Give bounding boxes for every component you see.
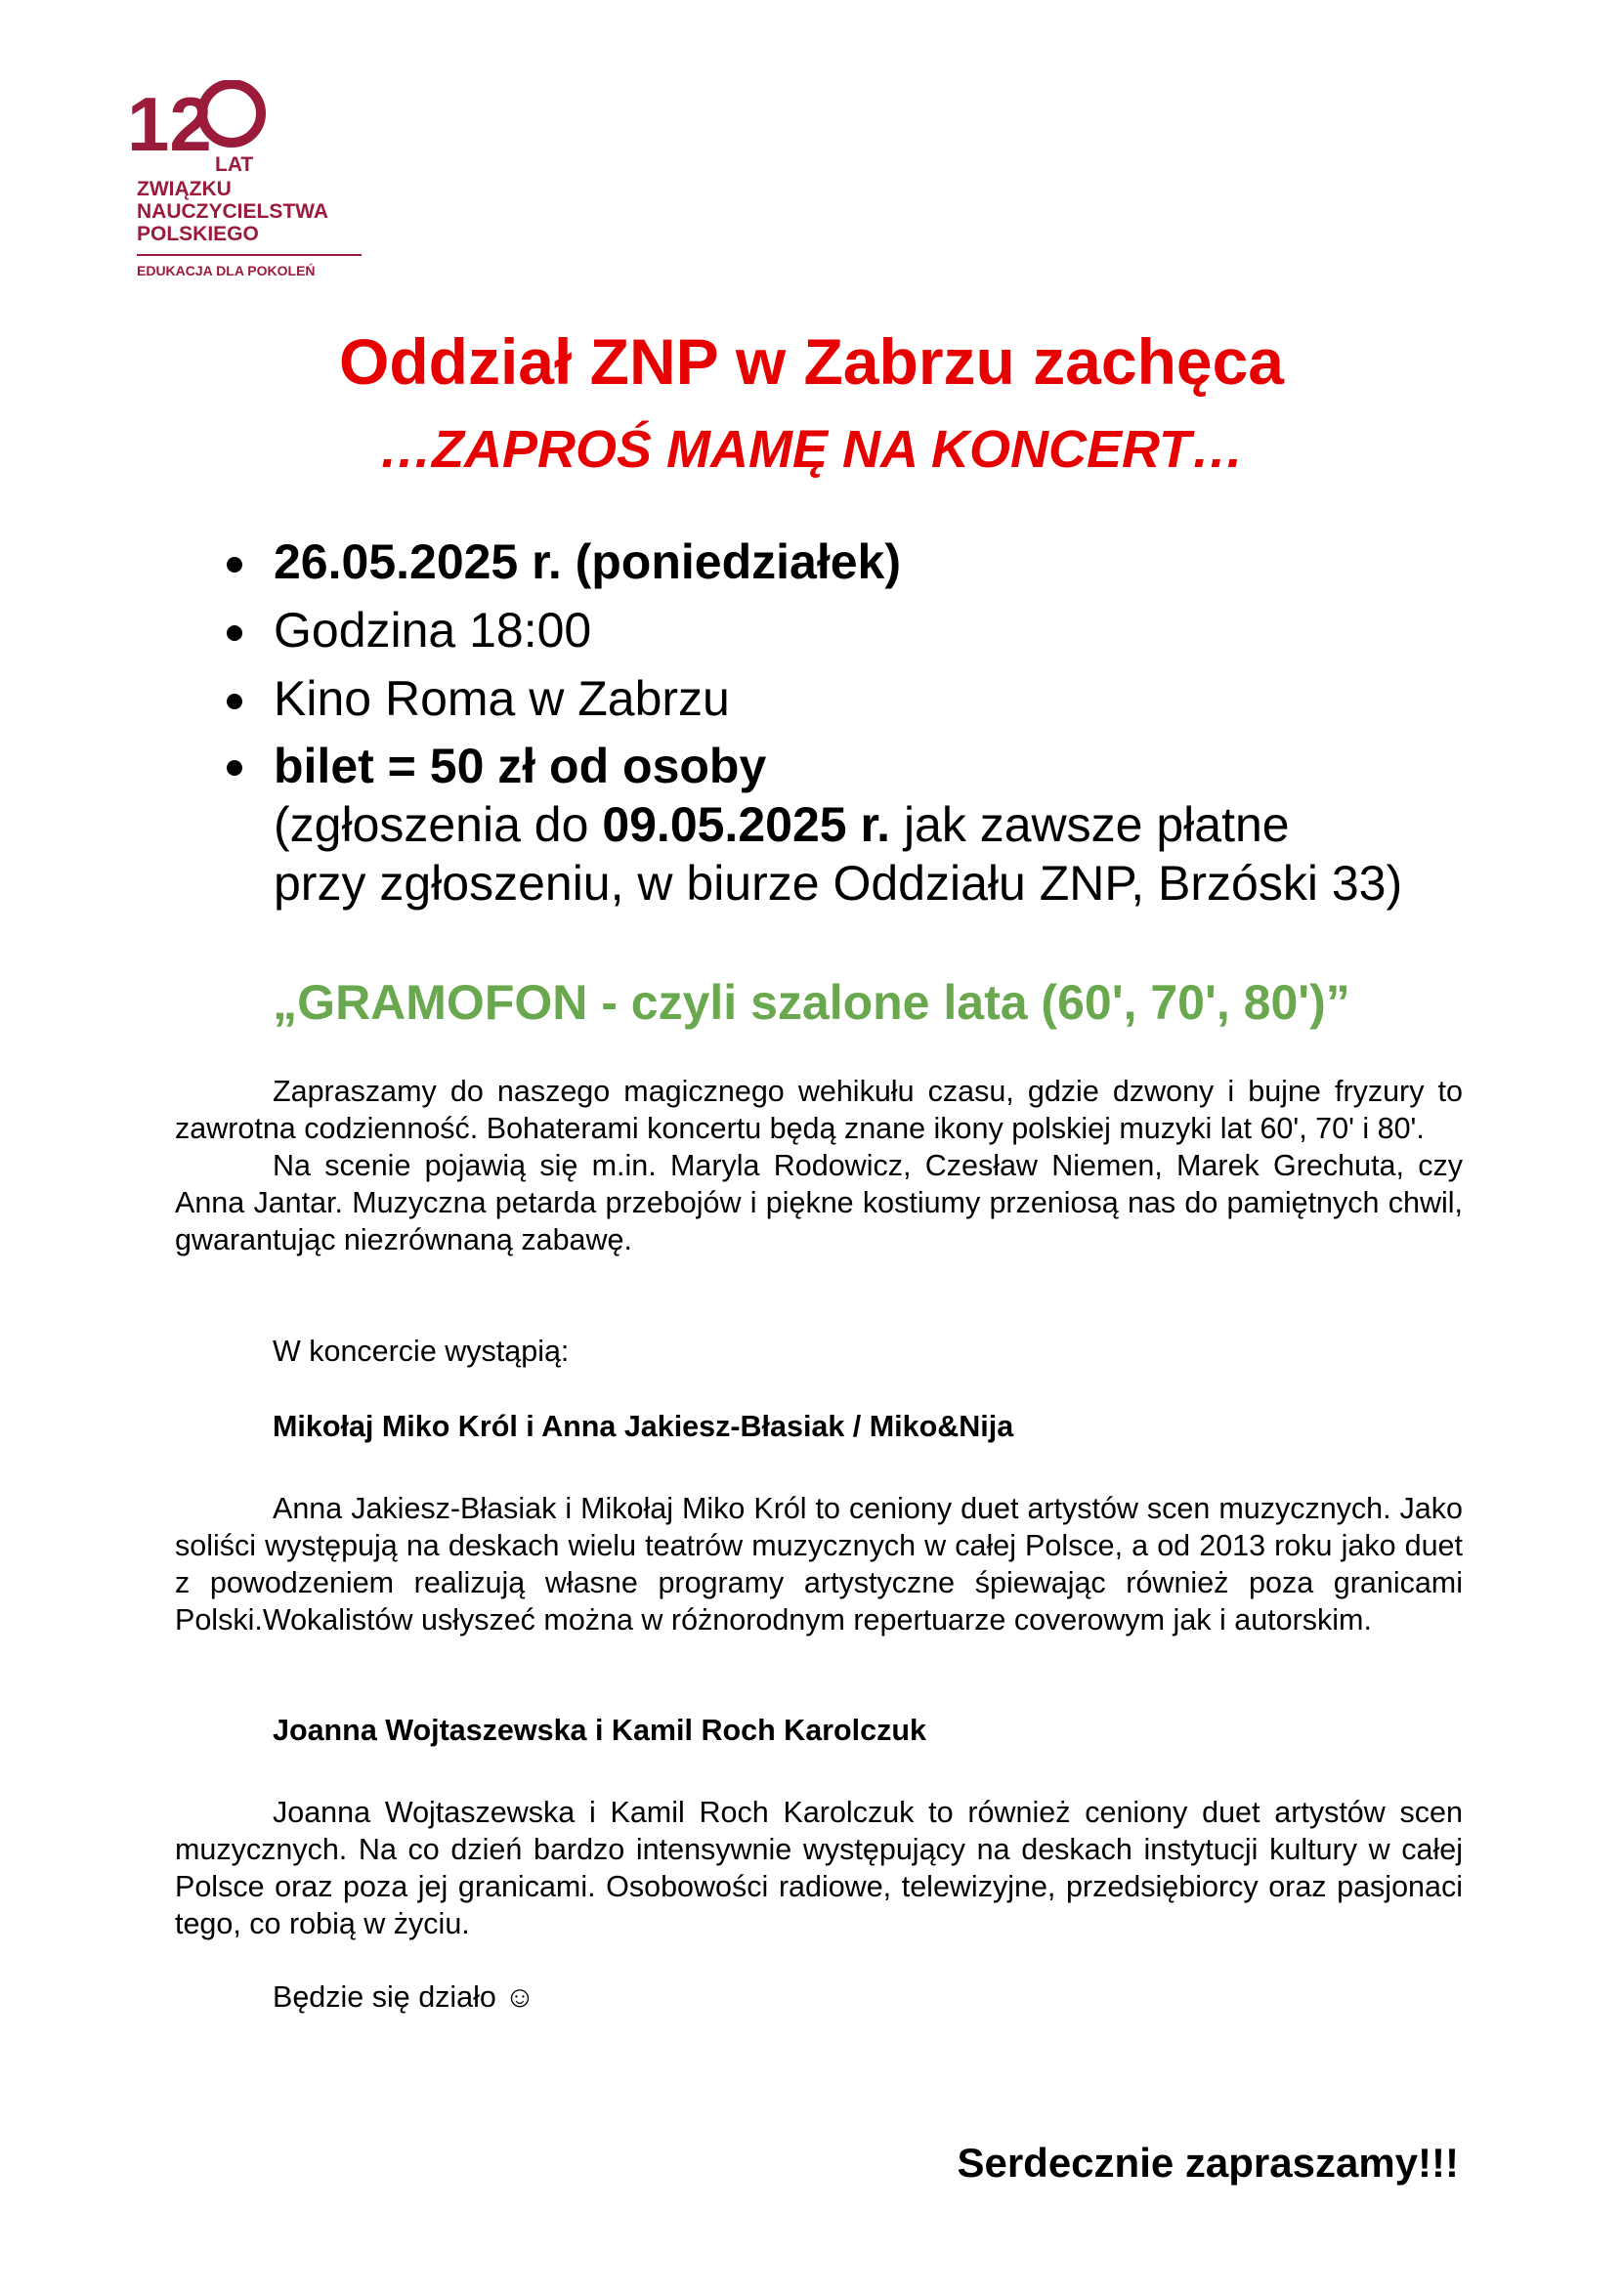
- registration-place: przy zgłoszeniu, w biurze Oddziału ZNP, Brzóski 33): [274, 856, 1403, 911]
- duo1-text-section: [175, 1490, 1463, 1638]
- duo1-heading: Mikołaj Miko Król i Anna Jakiesz-Błasiak / Miko&Nija: [273, 1410, 1014, 1443]
- event-place-item: [223, 664, 1493, 733]
- duo2-heading: Joanna Wojtaszewska i Kamil Roch Karolczuk: [273, 1714, 926, 1747]
- bullet-dot: [227, 557, 242, 573]
- logo-line2: NAUCZYCIELSTWA: [137, 200, 328, 223]
- bullet-dot: [227, 760, 242, 776]
- svg-text:12: 12: [127, 81, 212, 167]
- event-time-item: [223, 596, 1493, 664]
- event-date-item: [223, 528, 1493, 596]
- duo1-heading-section: [175, 1408, 1463, 1445]
- duo1-text: Anna Jakiesz-Błasiak i Mikołaj Miko Król to ceniony duet artystów scen muzycznych. Jako soliści występują na deskach wielu teatrów muzycznych w całej Polsce, a od 2013 roku jako duet z powodzeniem realizują własne programy artystyczne śpiewając również poza granicami Polski.Wokalistów usłyszeć można w różnorodnym repertuarze coverowym jak i autorskim.: [175, 1492, 1463, 1637]
- event-ticket-item: [223, 737, 1493, 913]
- page-title: Oddział ZNP w Zabrzu zachęca: [338, 325, 1285, 398]
- performers-intro: W koncercie wystąpią:: [273, 1335, 570, 1368]
- logo-line3: POLSKIEGO: [137, 223, 259, 245]
- bullet-dot: [227, 625, 242, 641]
- show-title: „GRAMOFON - czyli szalone lata (60', 70', 80')”: [273, 975, 1350, 1030]
- event-place: Kino Roma w Zabrzu: [274, 671, 730, 726]
- duo2-text: Joanna Wojtaszewska i Kamil Roch Karolczuk to również ceniony duet artystów scen muzycznych. Na co dzień bardzo intensywnie występujący na deskach instytucji kultury w całej Polsce oraz poza jej granicami. Osobowości radiowe, telewizyjne, przedsiębiorcy oraz pasjonaci tego, co robią w życiu.: [175, 1796, 1463, 1940]
- znp-120-logo: [127, 80, 381, 295]
- intro-section: [175, 1073, 1463, 1258]
- event-date: 26.05.2025 r. (poniedziałek): [274, 534, 901, 589]
- stage-paragraph: Na scenie pojawią się m.in. Maryla Rodowicz, Czesław Niemen, Marek Grechuta, czy Anna Jantar. Muzyczna petarda przebojów i piękne kostiumy przeniosą nas do pamiętnych chwil, gwarantując niezrównaną zabawę.: [175, 1149, 1463, 1256]
- closing-line: Serdecznie zapraszamy!!!: [957, 2140, 1459, 2186]
- performers-intro-section: [175, 1333, 1463, 1370]
- logo-line1: ZWIĄZKU: [137, 178, 232, 200]
- ticket-price: bilet = 50 zł od osoby: [274, 739, 767, 793]
- duo2-text-section: [175, 1794, 1463, 1942]
- event-time: Godzina 18:00: [274, 603, 592, 658]
- logo-tagline: EDUKACJA DLA POKOLEŃ: [137, 263, 316, 278]
- registration-prefix: (zgłoszenia do: [274, 797, 603, 852]
- duo2-heading-section: [175, 1712, 1463, 1749]
- event-details-list: [223, 528, 1493, 913]
- bullet-dot: [227, 694, 242, 709]
- teaser-line: Będzie się działo ☺: [273, 1980, 535, 2014]
- page-subtitle: …ZAPROŚ MAMĘ NA KONCERT…: [378, 420, 1244, 479]
- registration-suffix: jak zawsze płatne: [890, 797, 1290, 852]
- logo-lat: LAT: [215, 153, 254, 176]
- intro-paragraph: Zapraszamy do naszego magicznego wehikułu czasu, gdzie dzwony i bujne fryzury to zawrotna codzienność. Bohaterami koncertu będą znane ikony polskiej muzyki lat 60', 70' i 80'.: [175, 1075, 1463, 1145]
- teaser-section: [175, 1978, 1463, 2016]
- registration-date: 09.05.2025 r.: [602, 797, 891, 852]
